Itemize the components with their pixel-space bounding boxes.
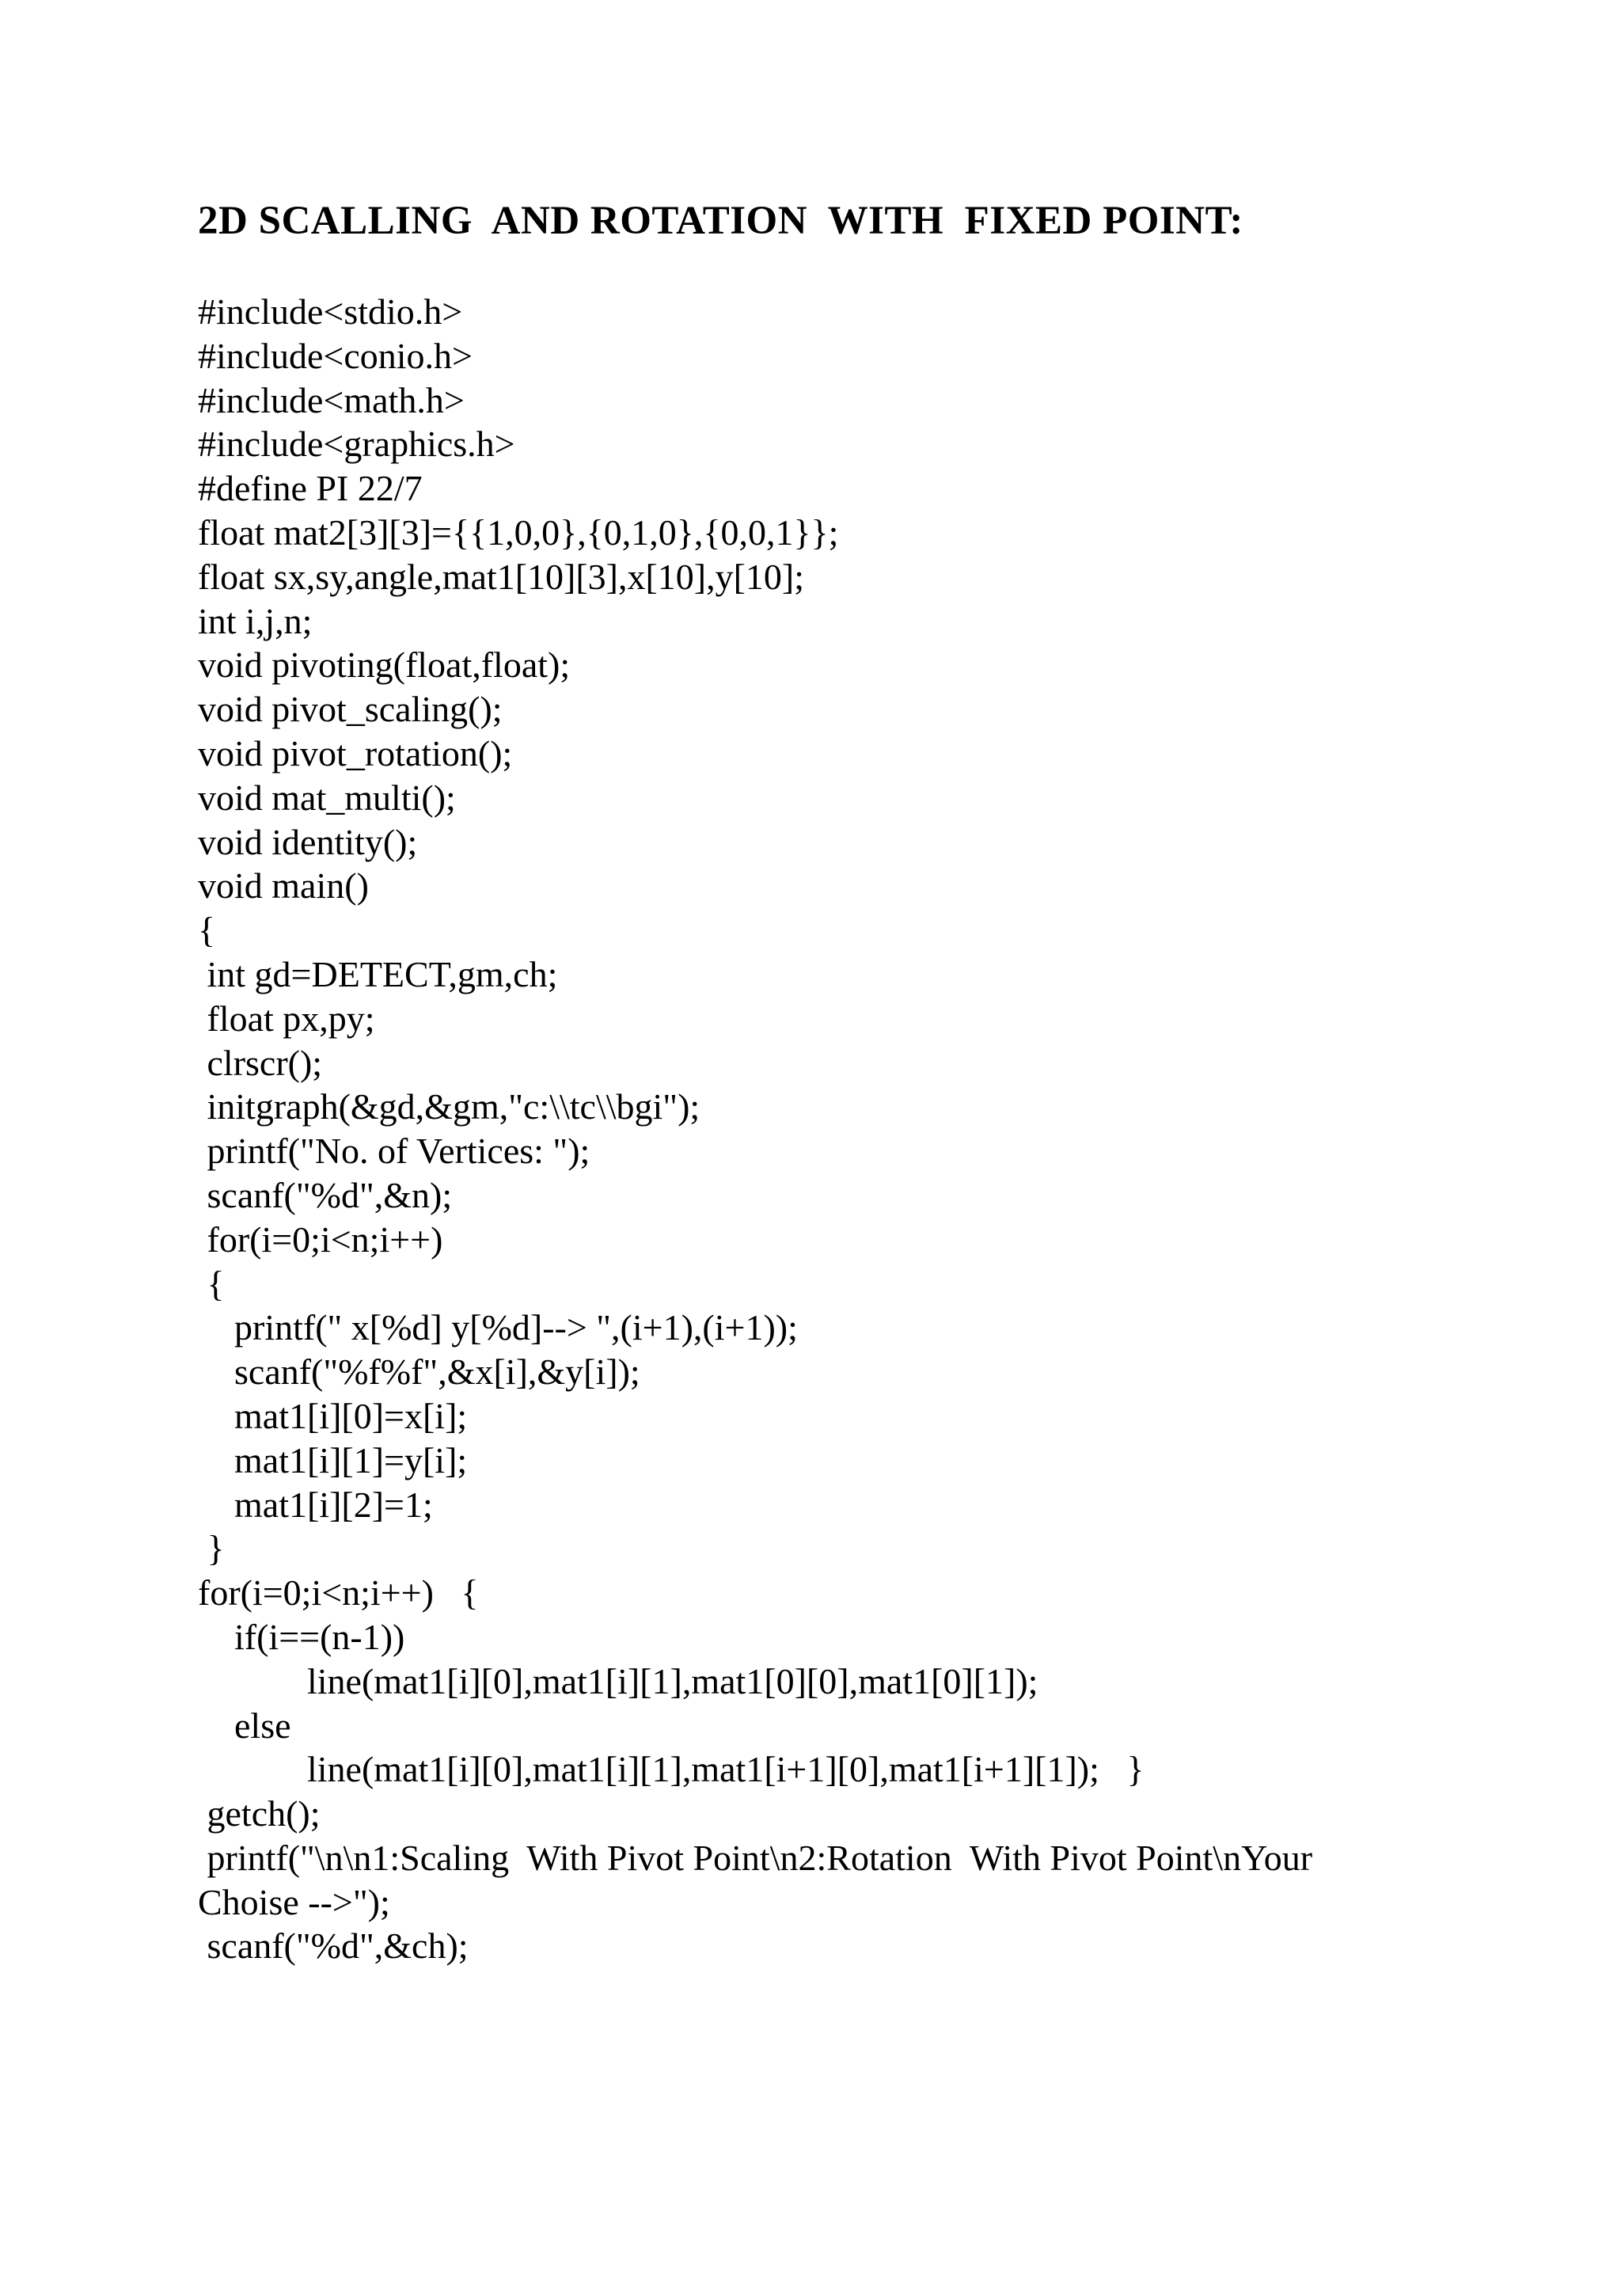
code-line: void pivoting(float,float); [198, 644, 571, 686]
code-line: float sx,sy,angle,mat1[10][3],x[10],y[10]; [198, 556, 805, 597]
code-line: void pivot_rotation(); [198, 732, 513, 774]
code-line: printf("\n\n1:Scaling With Pivot Point\n2:Rotation With Pivot Point\nYour [198, 1837, 1313, 1878]
code-line: clrscr(); [198, 1042, 323, 1083]
code-line: else [198, 1705, 291, 1746]
code-line: mat1[i][1]=y[i]; [198, 1439, 468, 1481]
code-line: initgraph(&gd,&gm,"c:\\tc\\bgi"); [198, 1086, 700, 1127]
code-line: #include<graphics.h> [198, 424, 515, 465]
code-line: printf("No. of Vertices: "); [198, 1131, 590, 1172]
code-line: if(i==(n-1)) [198, 1616, 405, 1657]
code-line: line(mat1[i][0],mat1[i][1],mat1[0][0],mat1[0][1]); [198, 1660, 1038, 1701]
code-line: scanf("%d",&n); [198, 1174, 453, 1215]
code-line: int i,j,n; [198, 600, 313, 641]
code-line: #include<conio.h> [198, 335, 473, 376]
code-line: } [198, 1528, 225, 1569]
code-line: void pivot_scaling(); [198, 689, 503, 730]
code-line: scanf("%d",&ch); [198, 1925, 469, 1967]
code-line: printf(" x[%d] y[%d]--> ",(i+1),(i+1)); [198, 1307, 798, 1348]
code-line: scanf("%f%f",&x[i],&y[i]); [198, 1351, 640, 1393]
code-listing [198, 290, 1591, 1968]
code-line: void identity(); [198, 821, 418, 862]
code-line: mat1[i][2]=1; [198, 1484, 433, 1525]
code-line: float mat2[3][3]={{1,0,0},{0,1,0},{0,0,1}}; [198, 511, 839, 553]
code-line: void main() [198, 865, 369, 907]
code-line: mat1[i][0]=x[i]; [198, 1395, 468, 1436]
code-line: Choise -->"); [198, 1881, 390, 1922]
code-line: int gd=DETECT,gm,ch; [198, 953, 558, 994]
code-line: for(i=0;i<n;i++) [198, 1218, 443, 1260]
code-line: { [198, 910, 216, 951]
code-line: #include<math.h> [198, 379, 465, 420]
document-title: 2D SCALLING AND ROTATION WITH FIXED POINT: [198, 199, 1243, 243]
code-line: getch(); [198, 1793, 321, 1834]
code-line: float px,py; [198, 998, 375, 1039]
code-line: void mat_multi(); [198, 777, 456, 818]
code-line: #define PI 22/7 [198, 468, 423, 509]
code-line: for(i=0;i<n;i++) { [198, 1572, 479, 1614]
code-line: line(mat1[i][0],mat1[i][1],mat1[i+1][0],mat1[i+1][1]); } [198, 1749, 1145, 1790]
code-line: { [198, 1263, 225, 1304]
code-line: #include<stdio.h> [198, 291, 463, 332]
